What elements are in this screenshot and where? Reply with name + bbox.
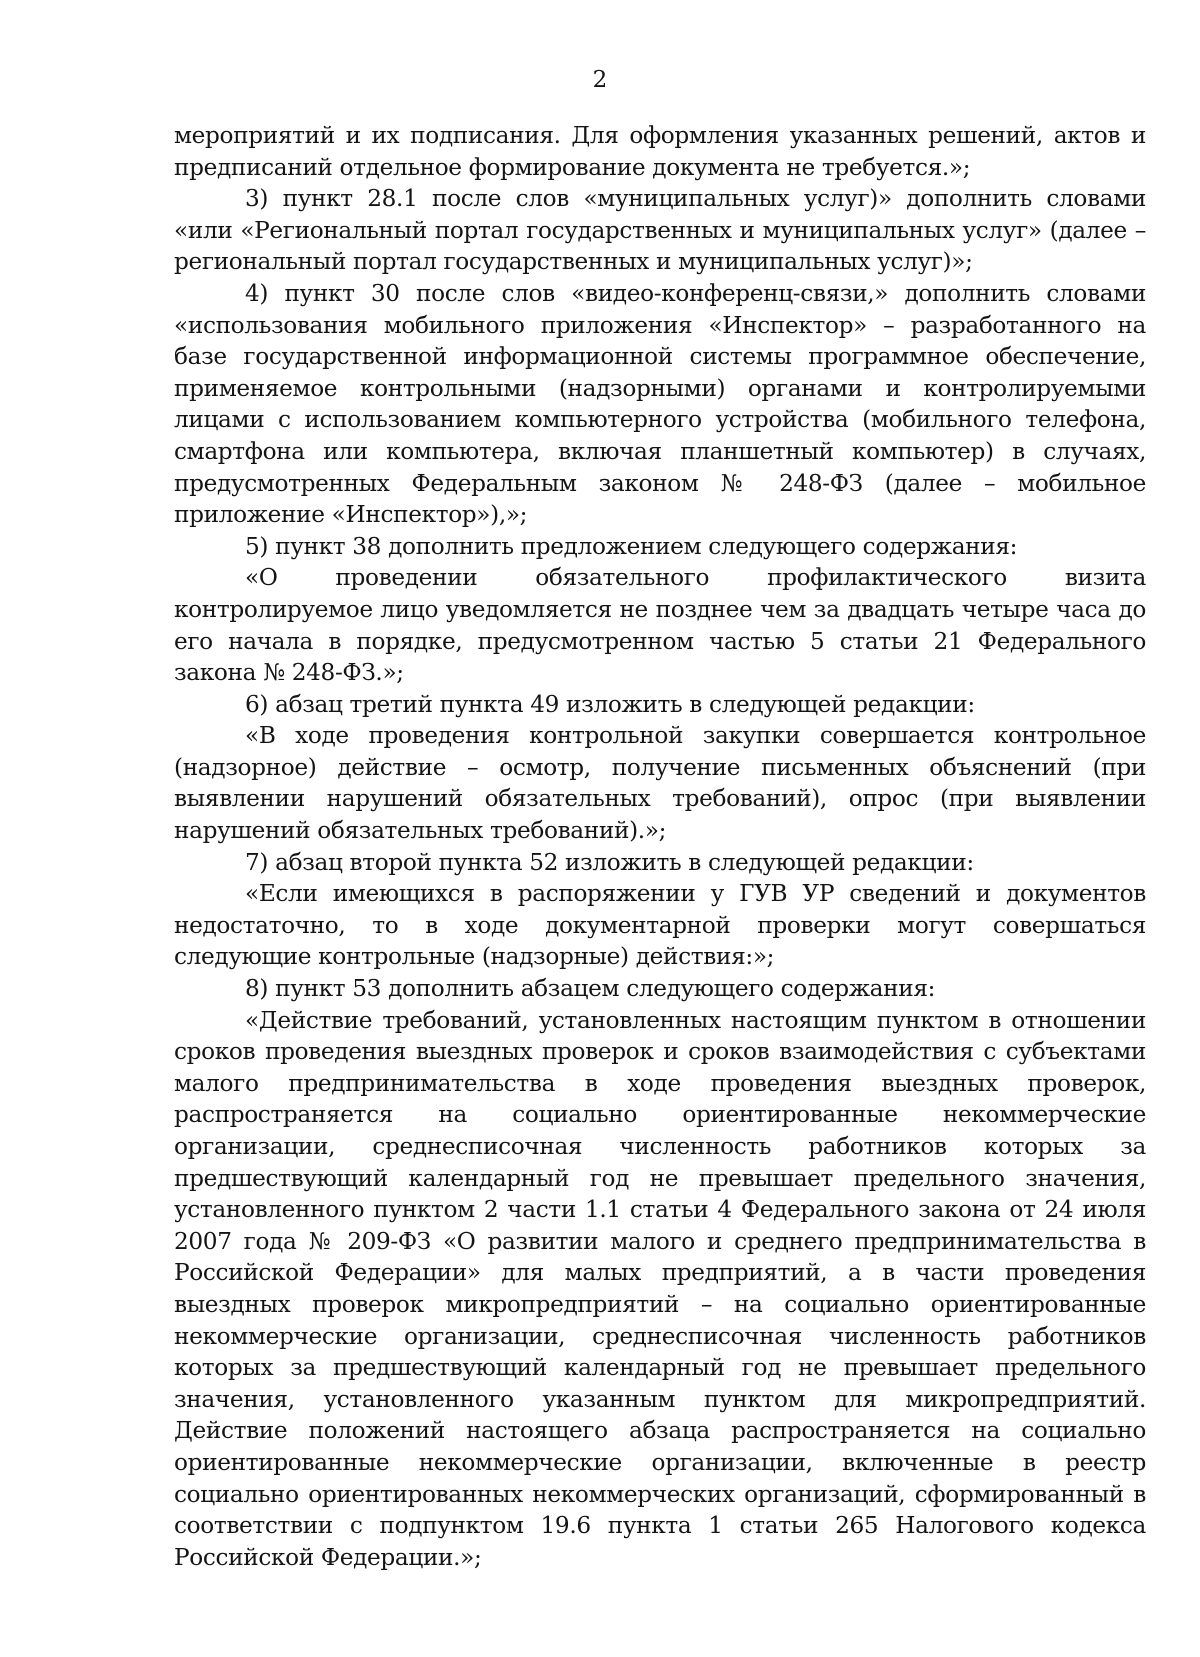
paragraph: «Если имеющихся в распоряжении у ГУВ УР сведений и документов недостаточно, то в ходе документарной проверки могут совершаться следующие контрольные (надзорные) действия:»; bbox=[174, 880, 1146, 971]
paragraph: мероприятий и их подписания. Для оформления указанных решений, актов и предписаний отдельное формирование документа не требуется.»; bbox=[174, 122, 1146, 181]
paragraph: 8) пункт 53 дополнить абзацем следующего содержания: bbox=[245, 975, 936, 1003]
paragraph: 7) абзац второй пункта 52 изложить в следующей редакции: bbox=[245, 848, 974, 876]
paragraph: 4) пункт 30 после слов «видео-конференц-связи,» дополнить словами «использования мобильного приложения «Инспектор» – разработанного на базе государственной информационной системы программное обеспечение, применяемое контрольными (надзорными) органами и контролируемыми лицами с использованием компьютерного устройства (мобильного телефона, смартфона или компьютера, включая планшетный компьютер) в случаях, предусмотренных Федеральным законом № 248-ФЗ (далее – мобильное приложение «Инспектор»),»; bbox=[174, 279, 1146, 529]
paragraph: 3) пункт 28.1 после слов «муниципальных услуг)» дополнить словами «или «Региональный портал государственных и муниципальных услуг» (далее – региональный портал государственных и муниципальных услуг)»; bbox=[174, 185, 1146, 276]
page-number: 2 bbox=[592, 67, 608, 93]
paragraph: «В ходе проведения контрольной закупки совершается контрольное (надзорное) действие – осмотр, получение письменных объяснений (при выявлении нарушений обязательных требований), опрос (при выявлении нарушений обязательных требований).»; bbox=[174, 722, 1146, 845]
paragraph: 5) пункт 38 дополнить предложением следующего содержания: bbox=[245, 532, 1018, 560]
paragraph: «Действие требований, установленных настоящим пунктом в отношении сроков проведения выездных проверок и сроков взаимодействия с субъектами малого предпринимательства в ходе проведения выездных проверок, распространяется на социально ориентированные некоммерческие организации, среднесписочная численность работников которых за предшествующий календарный год не превышает предельного значения, установленного пунктом 2 части 1.1 статьи 4 Федерального закона от 24 июля 2007 года № 209-ФЗ «О развитии малого и среднего предпринимательства в Российской Федерации» для малых предприятий, а в части проведения выездных проверок микропредприятий – на социально ориентированные некоммерческие организации, среднесписочная численность работников которых за предшествующий календарный год не превышает предельного значения, установленного указанным пунктом для микропредприятий. Действие положений настоящего абзаца распространяется на социально ориентированные некоммерческие организации, включенные в реестр социально ориентированных некоммерческих организаций, сформированный в соответствии с подпунктом 19.6 пункта 1 статьи 265 Налогового кодекса Российской Федерации.»; bbox=[174, 1006, 1146, 1571]
paragraph: 6) абзац третий пункта 49 изложить в следующей редакции: bbox=[245, 690, 975, 718]
paragraph: «О проведении обязательного профилактического визита контролируемое лицо уведомляется не позднее чем за двадцать четыре часа до его начала в порядке, предусмотренном частью 5 статьи 21 Федерального закона № 248-ФЗ.»; bbox=[174, 564, 1146, 687]
document-body bbox=[174, 120, 1146, 1573]
